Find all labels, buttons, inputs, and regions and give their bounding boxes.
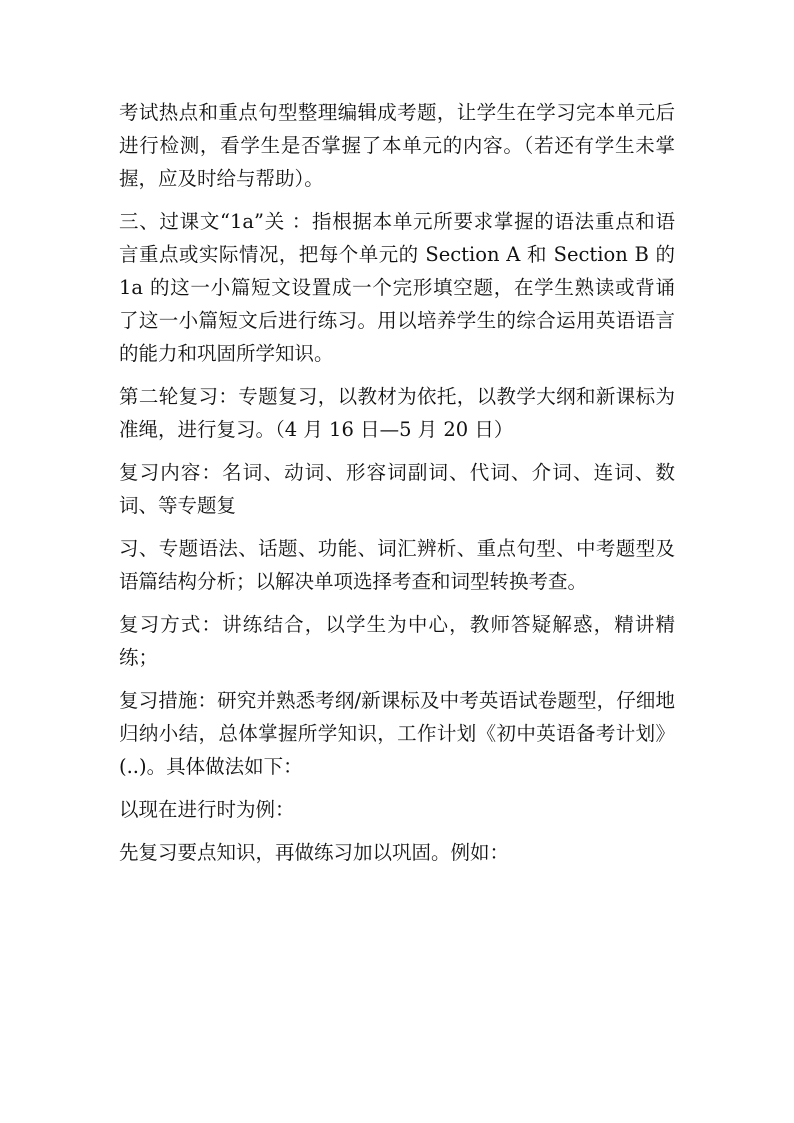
paragraph-review-measures: 复习措施：研究并熟悉考纲/新课标及中考英语试卷题型，仔细地归纳小结，总体掌握所学知识，工作计划《初中英语备考计划》(..)。具体做法如下： xyxy=(119,689,675,778)
paragraph-example-steps: 先复习要点知识，再做练习加以巩固。例如： xyxy=(119,841,510,864)
paragraph-review-content-continued: 习、专题语法、话题、功能、词汇辨析、重点句型、中考题型及语篇结构分析；以解决单项选择考查和词型转换考查。 xyxy=(119,537,675,593)
paragraph-example-intro: 以现在进行时为例： xyxy=(119,798,295,821)
document-body xyxy=(119,96,675,869)
paragraph-review-method: 复习方式：讲练结合，以学生为中心，教师答疑解惑，精讲精练； xyxy=(119,613,675,669)
paragraph-review-content: 复习内容：名词、动词、形容词副词、代词、介词、连词、数词、等专题复 xyxy=(119,461,675,517)
paragraph-section-three-1a: 三、过课文“1a”关 ：指根据本单元所要求掌握的语法重点和语言重点或实际情况，把每个单元的 Section A 和 Section B 的 1a 的这一小篇短文设置成一个完形填空题，在学生熟读或背诵了这一小篇短文后进行练习。用以培养学生的综合运用英语语言的能力和巩固所学知识。 xyxy=(119,210,675,365)
paragraph-exam-topics: 考试热点和重点句型整理编辑成考题，让学生在学习完本单元后进行检测，看学生是否掌握了本单元的内容。（若还有学生未掌握，应及时给与帮助）。 xyxy=(119,101,675,190)
paragraph-second-round-review: 第二轮复习：专题复习，以教材为依托，以教学大纲和新课标为准绳，进行复习。（4 月 16 日—5 月 20 日） xyxy=(119,385,675,441)
